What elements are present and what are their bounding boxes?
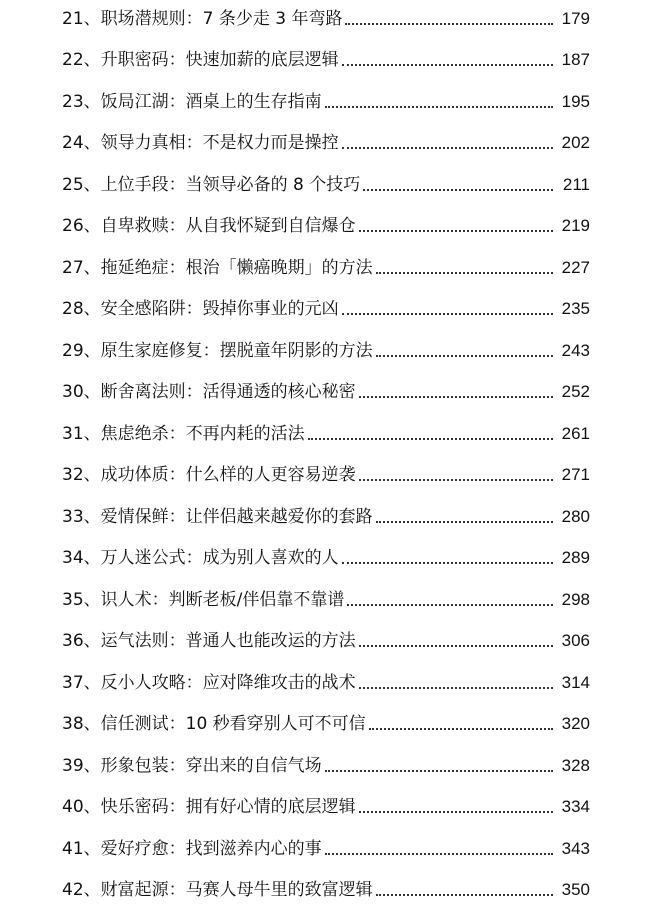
entry-title: 运气法则：普通人也能改运的方法: [100, 631, 356, 651]
toc-entry[interactable]: [62, 669, 590, 695]
entry-title: 拖延绝症：根治「懒癌晚期」的方法: [100, 258, 373, 278]
dot-leader: [359, 396, 553, 398]
entry-title: 职场潜规则：7 条少走 3 年弯路: [100, 9, 343, 29]
toc-entry[interactable]: [62, 46, 590, 72]
entry-number: 29、: [62, 341, 101, 361]
entry-number: 27、: [62, 258, 101, 278]
entry-number: 40、: [62, 797, 101, 817]
dot-leader: [376, 894, 553, 896]
toc-entry[interactable]: [62, 420, 590, 446]
toc-entry[interactable]: [62, 337, 590, 363]
entry-page-number: 289: [561, 548, 590, 567]
entry-title: 形象包装：穿出来的自信气场: [100, 756, 322, 776]
dot-leader: [325, 770, 553, 772]
toc-entry[interactable]: [62, 88, 590, 114]
dot-leader: [342, 562, 553, 564]
toc-entry[interactable]: [62, 793, 590, 819]
entry-page-number: 243: [561, 341, 590, 360]
entry-page-number: 314: [561, 673, 590, 692]
toc-entry[interactable]: [62, 171, 590, 197]
toc-entry[interactable]: [62, 752, 590, 778]
toc-entry[interactable]: [62, 254, 590, 280]
entry-number: 24、: [62, 133, 101, 153]
toc-entry[interactable]: [62, 461, 590, 487]
entry-page-number: 252: [561, 382, 590, 401]
entry-title: 上位手段：当领导必备的 8 个技巧: [100, 175, 361, 195]
entry-title: 识人术：判断老板/伴侣靠不靠谱: [100, 590, 345, 610]
entry-page-number: 334: [561, 797, 590, 816]
entry-number: 42、: [62, 880, 101, 900]
entry-number: 30、: [62, 382, 101, 402]
toc-entry[interactable]: [62, 710, 590, 736]
entry-title: 信任测试：10 秒看穿别人可不可信: [100, 714, 366, 734]
entry-title: 焦虑绝杀：不再内耗的活法: [100, 424, 305, 444]
entry-number: 25、: [62, 175, 101, 195]
entry-number: 23、: [62, 92, 101, 112]
entry-page-number: 280: [561, 507, 590, 526]
dot-leader: [359, 811, 553, 813]
entry-number: 21、: [62, 9, 101, 29]
entry-page-number: 343: [561, 839, 590, 858]
dot-leader: [369, 728, 553, 730]
entry-number: 31、: [62, 424, 101, 444]
dot-leader: [342, 313, 553, 315]
toc-entry[interactable]: [62, 295, 590, 321]
entry-page-number: 187: [561, 50, 590, 69]
entry-title: 自卑救赎：从自我怀疑到自信爆仓: [100, 216, 356, 236]
dot-leader: [347, 604, 553, 606]
entry-page-number: 261: [561, 424, 590, 443]
entry-number: 35、: [62, 590, 101, 610]
dot-leader: [376, 272, 553, 274]
entry-title: 万人迷公式：成为别人喜欢的人: [100, 548, 339, 568]
toc-entry[interactable]: [62, 503, 590, 529]
dot-leader: [363, 189, 553, 191]
entry-page-number: 306: [561, 631, 590, 650]
entry-title: 财富起源：马赛人母牛里的致富逻辑: [100, 880, 373, 900]
entry-number: 22、: [62, 50, 101, 70]
entry-number: 39、: [62, 756, 101, 776]
entry-page-number: 298: [561, 590, 590, 609]
entry-number: 37、: [62, 673, 101, 693]
entry-title: 快乐密码：拥有好心情的底层逻辑: [100, 797, 356, 817]
entry-page-number: 211: [562, 175, 590, 194]
entry-title: 爱情保鲜：让伴侣越来越爱你的套路: [100, 507, 373, 527]
toc-entry[interactable]: [62, 835, 590, 861]
entry-page-number: 271: [561, 465, 590, 484]
toc-entry[interactable]: [62, 378, 590, 404]
entry-number: 38、: [62, 714, 101, 734]
toc-entry[interactable]: [62, 627, 590, 653]
entry-number: 36、: [62, 631, 101, 651]
toc-entry[interactable]: [62, 544, 590, 570]
dot-leader: [342, 64, 553, 66]
dot-leader: [359, 687, 553, 689]
dot-leader: [342, 147, 553, 149]
dot-leader: [308, 438, 553, 440]
entry-title: 领导力真相：不是权力而是操控: [100, 133, 339, 153]
entry-number: 32、: [62, 465, 101, 485]
toc-entry[interactable]: [62, 5, 590, 31]
entry-number: 28、: [62, 299, 101, 319]
entry-title: 断舍离法则：活得通透的核心秘密: [100, 382, 356, 402]
toc-entry[interactable]: [62, 876, 590, 902]
entry-title: 升职密码：快速加薪的底层逻辑: [100, 50, 339, 70]
dot-leader: [376, 355, 553, 357]
entry-page-number: 227: [561, 258, 590, 277]
entry-page-number: 350: [561, 880, 590, 899]
entry-title: 反小人攻略：应对降维攻击的战术: [100, 673, 356, 693]
dot-leader: [359, 645, 553, 647]
entry-page-number: 320: [561, 714, 590, 733]
entry-page-number: 179: [561, 9, 590, 28]
entry-number: 41、: [62, 839, 101, 859]
entry-page-number: 195: [561, 92, 590, 111]
dot-leader: [345, 23, 553, 25]
dot-leader: [376, 521, 553, 523]
dot-leader: [359, 479, 553, 481]
entry-number: 26、: [62, 216, 101, 236]
entry-title: 安全感陷阱：毁掉你事业的元凶: [100, 299, 339, 319]
entry-number: 33、: [62, 507, 101, 527]
entry-page-number: 328: [561, 756, 590, 775]
entry-page-number: 202: [561, 133, 590, 152]
toc-entry[interactable]: [62, 586, 590, 612]
entry-number: 34、: [62, 548, 101, 568]
dot-leader: [359, 230, 553, 232]
entry-page-number: 219: [561, 216, 590, 235]
entry-title: 饭局江湖：酒桌上的生存指南: [100, 92, 322, 112]
entry-title: 爱好疗愈：找到滋养内心的事: [100, 839, 322, 859]
entry-title: 原生家庭修复：摆脱童年阴影的方法: [100, 341, 373, 361]
toc-entry[interactable]: [62, 129, 590, 155]
entry-page-number: 235: [561, 299, 590, 318]
dot-leader: [325, 853, 553, 855]
entry-title: 成功体质：什么样的人更容易逆袭: [100, 465, 356, 485]
dot-leader: [325, 106, 553, 108]
toc-entry[interactable]: [62, 212, 590, 238]
